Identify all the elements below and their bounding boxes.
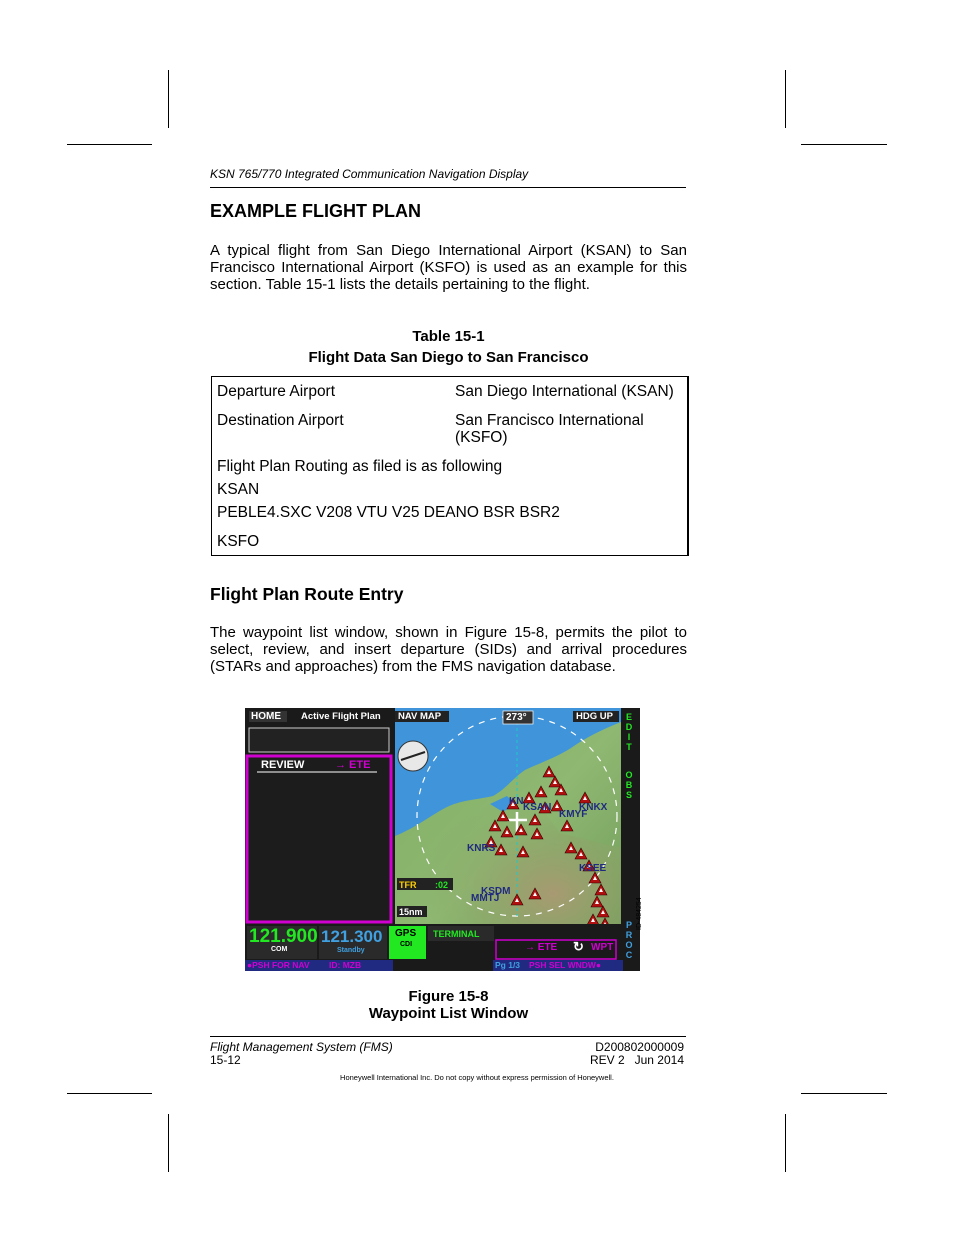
terminal-label: TERMINAL — [433, 929, 480, 939]
header-rule — [210, 187, 686, 188]
flight-data-table — [211, 376, 689, 556]
table-routing-header: Flight Plan Routing as filed is as following — [217, 458, 503, 475]
proc-tab-letter-1: P — [625, 920, 632, 930]
running-head: KSN 765/770 Integrated Communication Navigation Display — [210, 167, 529, 181]
figure-number: Figure 15-8 — [408, 988, 489, 1005]
airport-label-kmyf: KMYF — [559, 809, 588, 820]
footer-doc-number: D200802000009 — [595, 1040, 684, 1054]
crop-mark-top-left-vertical — [168, 70, 169, 128]
airport-label-ksan: KSAN — [523, 802, 552, 813]
wpt-button[interactable]: WPT — [591, 942, 614, 953]
standby-label: Standby — [337, 947, 365, 954]
edit-tab-letter-2: D — [625, 722, 633, 732]
figure-id-tag: ID-484254 — [636, 897, 643, 930]
proc-tab-letter-2: R — [625, 930, 633, 940]
ete-button[interactable]: → ETE — [525, 942, 558, 953]
edit-tab-letter-3: I — [627, 732, 631, 742]
tfr-time: :02 — [435, 880, 449, 890]
obs-tab-letter-2: B — [625, 780, 633, 790]
footer-page-number: 15-12 — [210, 1053, 241, 1067]
com-label: COM — [271, 946, 288, 953]
figure-title: Waypoint List Window — [368, 1005, 529, 1022]
table-routing-origin: KSAN — [217, 481, 260, 498]
page-indicator: Pg 1/3 — [495, 960, 521, 970]
obs-tab-letter-1: O — [625, 770, 633, 780]
station-id-label: ID: MZB — [329, 960, 362, 970]
body-line-1: The waypoint list window, shown in Figure 15-8, permits the pilot to — [210, 624, 687, 641]
footer-rule — [210, 1036, 686, 1037]
crop-mark-bottom-right-horizontal — [801, 1093, 887, 1094]
subsection-title: Flight Plan Route Entry — [210, 584, 404, 604]
edit-tab-letter-4: T — [626, 742, 632, 752]
section-title: EXAMPLE FLIGHT PLAN — [210, 201, 421, 221]
crop-mark-top-left-horizontal — [67, 144, 152, 145]
table-value-destination-line-1: San Francisco International — [455, 412, 644, 429]
psh-for-nav-label: ●PSH FOR NAV — [247, 960, 310, 970]
gps-button[interactable]: GPS — [395, 928, 417, 939]
body-line-3: (STARs and approaches) from the FMS navigation database. — [210, 658, 616, 675]
table-routing-destination: KSFO — [217, 533, 260, 550]
footer-copyright: Honeywell International Inc. Do not copy without express permission of Honeywell. — [340, 1073, 614, 1082]
table-value-departure: San Diego International (KSAN) — [455, 383, 674, 400]
intro-paragraph — [210, 242, 687, 293]
review-label[interactable]: REVIEW — [261, 759, 305, 771]
obs-tab-letter-3: S — [625, 790, 632, 800]
range-label[interactable]: 15nm — [399, 907, 423, 917]
com-frequency[interactable]: 121.900 — [249, 926, 318, 947]
airport-label-kn: KN — [509, 796, 524, 807]
footer-revision: REV 2 Jun 2014 — [589, 1053, 684, 1067]
refresh-icon[interactable]: ↻ — [573, 939, 584, 954]
crop-mark-top-right-vertical — [785, 70, 786, 128]
table-value-destination-line-2: (KSFO) — [455, 429, 508, 446]
crop-mark-bottom-right-vertical — [785, 1114, 786, 1172]
intro-line-3: section. Table 15-1 lists the details pertaining to the flight. — [210, 276, 590, 293]
cdi-label: CDI — [400, 941, 413, 948]
airport-label-knrs: KNRS — [467, 843, 496, 854]
crop-mark-top-right-horizontal — [801, 144, 887, 145]
intro-line-2: Francisco International Airport (KSFO) is used as an example for this — [210, 259, 687, 276]
airport-label-knkx: KNKX — [579, 802, 608, 813]
active-flight-plan-tab[interactable]: Active Flight Plan — [301, 711, 381, 722]
body-paragraph — [210, 624, 687, 675]
body-line-2: select, review, and insert departure (SIDs) and arrival procedures — [210, 641, 687, 658]
airport-label-ksee: KSEE — [579, 863, 607, 874]
table-routing-route: PEBLE4.SXC V208 VTU V25 DEANO BSR BSR2 — [217, 504, 560, 521]
home-tab[interactable]: HOME — [251, 711, 281, 722]
airport-label-ksdm: KSDM — [481, 886, 511, 897]
obs-tab[interactable] — [622, 770, 636, 800]
table-title: Flight Data San Diego to San Francisco — [308, 349, 589, 366]
footer-left-title: Flight Management System (FMS) — [210, 1040, 393, 1054]
airport-label-mmtj: MMTJ — [471, 893, 500, 904]
review-ete-label: → ETE — [335, 759, 371, 771]
hdg-up-label[interactable]: HDG UP — [576, 711, 613, 722]
intro-line-1: A typical flight from San Diego International Airport (KSAN) to San — [210, 242, 687, 259]
proc-tab[interactable] — [622, 920, 636, 960]
psh-sel-wndw-label: PSH SEL WNDW● — [529, 960, 602, 970]
waypoint-list-window-figure — [245, 708, 640, 971]
proc-tab-letter-3: O — [625, 940, 633, 950]
edit-tab[interactable] — [622, 712, 636, 752]
crop-mark-bottom-left-vertical — [168, 1114, 169, 1172]
standby-frequency[interactable]: 121.300 — [321, 927, 383, 946]
table-label-departure: Departure Airport — [217, 383, 336, 400]
proc-tab-letter-4: C — [625, 950, 633, 960]
tfr-label: TFR — [399, 880, 417, 890]
crop-mark-bottom-left-horizontal — [67, 1093, 152, 1094]
nav-map-label: NAV MAP — [398, 711, 442, 722]
table-number: Table 15-1 — [412, 328, 485, 345]
heading-readout: 273° — [506, 712, 527, 723]
edit-tab-letter-1: E — [625, 712, 632, 722]
table-label-destination: Destination Airport — [217, 412, 344, 429]
